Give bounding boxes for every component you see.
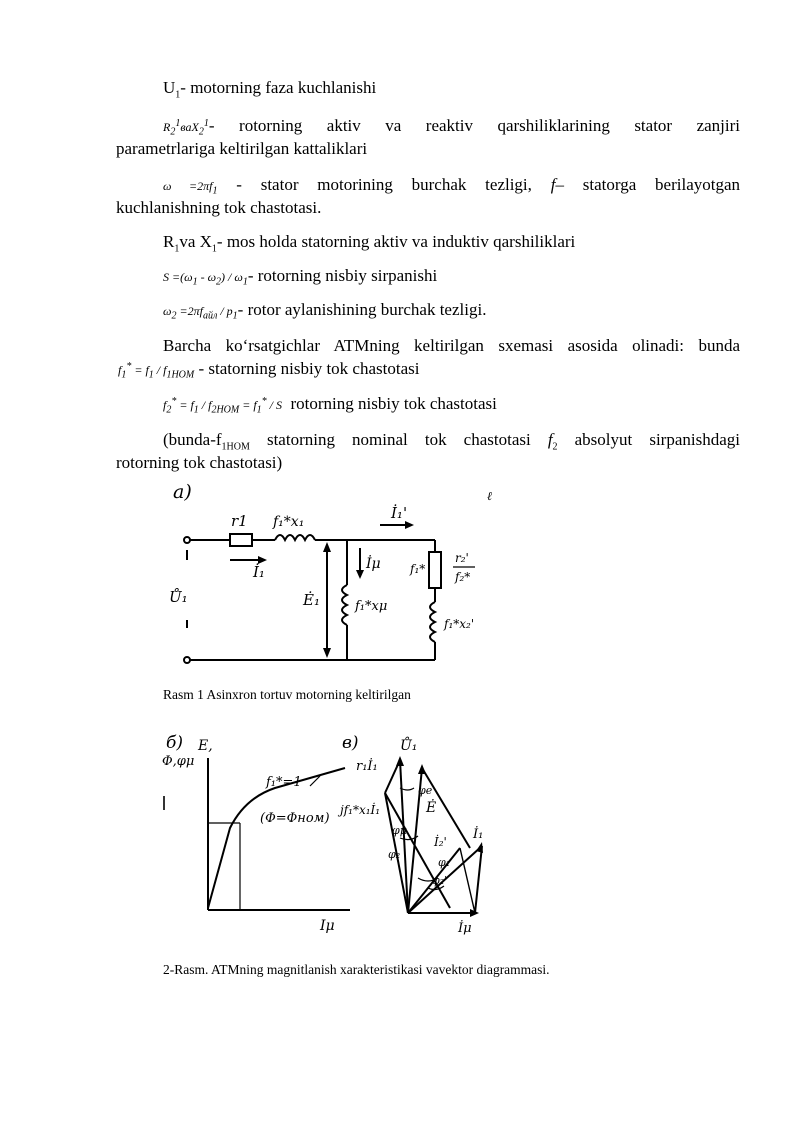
paragraph-r2x2-cont: parametrlariga keltirilgan kattaliklari xyxy=(116,139,368,158)
f2star-label: f₂* xyxy=(455,570,471,584)
angle-phie-label: φe xyxy=(418,784,433,797)
fig1-label-a: a) xyxy=(173,481,192,503)
vector-jfx-label: jf₁*x₁İ₁ xyxy=(340,803,381,817)
i1-prime-label: İ₁' xyxy=(391,504,408,522)
vector-imu-label: İμ xyxy=(458,921,472,936)
stray-mark: ℓ xyxy=(487,489,492,503)
r1-label: r1 xyxy=(231,512,248,530)
equivalent-circuit-diagram xyxy=(155,480,515,680)
f1star-r-label: f₁* xyxy=(410,562,426,576)
y-axis-label-e: E, xyxy=(198,738,213,754)
u1-label: Ů₁ xyxy=(169,588,188,606)
angle-phi2b-label: φ₂' xyxy=(432,874,448,887)
paragraph-bunda: ($bunda-f_{1HOM}$ statorning nominal tok chastotasi $f_2$ absolyut sirpanishdagi xyxy=(163,430,740,453)
fig2-label-v: в) xyxy=(342,733,359,753)
paragraph-u1: $U_1-$ motorning faza kuchlanishi xyxy=(163,78,377,101)
angle-phimu-label: φμ xyxy=(392,824,407,837)
vector-i1-label: İ₁ xyxy=(473,827,484,842)
vector-e-label: Ė xyxy=(426,800,437,816)
r2-prime-label: r₂' xyxy=(455,551,469,565)
f1x2-label: f₁*x₂' xyxy=(444,617,475,631)
magnetization-chart xyxy=(160,728,355,938)
y-axis-label-phi: Φ,φμ xyxy=(162,754,195,769)
paragraph-r1x1: $R_1va$ $X_1-$ mos holda statorning aktiv va induktiv qarshiliklari xyxy=(163,232,576,255)
paragraph-f1star: $f_1^* = f_1 / f_{1НОМ}$ - statorning nisbiy tok chastotasi xyxy=(118,359,420,381)
paragraph-r2x2: $R_2^1вaX_2^1-$ rotorning aktiv va reaktiv qarshiliklarining stator zanjiri xyxy=(163,116,740,138)
vector-i2prime-label: İ₂' xyxy=(434,835,447,849)
curve-label: f₁*=1 xyxy=(266,775,302,790)
e1-label: Ė₁ xyxy=(303,591,320,609)
paragraph-bunda-cont: rotorning tok chastotasi) xyxy=(116,453,283,472)
vector-diagram xyxy=(330,728,500,938)
paragraph-barcha: Barcha ko‘rsatgichlar ATMning keltirilgan sxemasi asosida olinadi: bunda xyxy=(163,336,740,355)
x-axis-label: Iμ xyxy=(320,918,335,934)
figure2-caption: 2-Rasm. ATMning magnitlanish xarakteristikasi vavektor diagrammasi. xyxy=(163,962,550,977)
angle-phi2-label: φ₂ xyxy=(388,848,401,861)
symbol-u: U xyxy=(163,78,176,97)
figure1-caption: Rasm 1 Asinxron tortuv motorning keltirilgan xyxy=(163,687,411,702)
flux-label: (Φ=Φном) xyxy=(260,811,330,826)
i1-label: İ₁ xyxy=(253,563,265,581)
f1x1-label: f₁*x₁ xyxy=(273,514,305,530)
paragraph-omega: $\omega =2\pi f_1$ - stator motorining burchak tezligi, f– statorga berilayotgan xyxy=(163,175,741,197)
angle-phi1-label: φ₁ xyxy=(438,856,451,869)
vector-r1i1-label: r₁İ₁ xyxy=(356,759,378,774)
f1xmu-label: f₁*xμ xyxy=(355,599,388,614)
paragraph-slip: $S =(\omega_1 - \omega_2) / \omega_1-$ rotorning nisbiy sirpanishi xyxy=(163,266,438,288)
vector-u1-label: Ů₁ xyxy=(400,738,418,754)
paragraph-f2star: $f_2^* = f_1 / f_{2НОМ} = f_1^* / S$ rotorning nisbiy tok chastotasi xyxy=(163,394,497,416)
imu-label: İμ xyxy=(366,556,381,572)
fig2-label-b: б) xyxy=(166,733,184,753)
paragraph-omega2: $\omega_2 =2\pi f_{aйл} / p_1-$ rotor aylanishining burchak tezligi. xyxy=(163,300,487,322)
paragraph-omega-cont: kuchlanishning tok chastotasi. xyxy=(116,198,322,217)
